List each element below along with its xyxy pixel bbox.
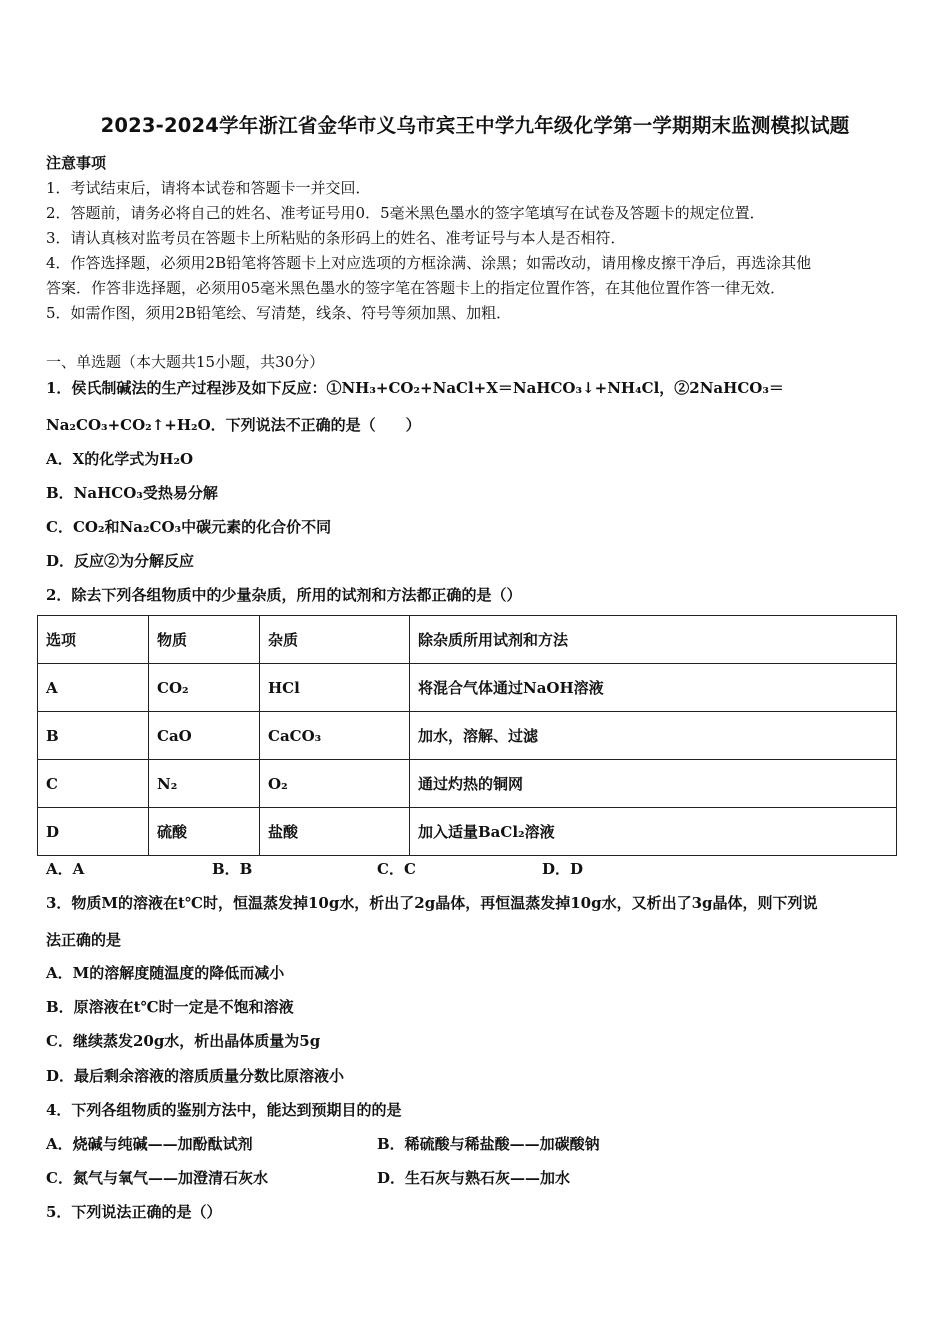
table-header-cell: 杂质	[260, 616, 410, 664]
question-4-option-d: D．生石灰与熟石灰——加水	[377, 1169, 571, 1187]
table-cell: CO₂	[149, 664, 260, 712]
table-cell: HCl	[260, 664, 410, 712]
question-3-stem: 3．物质M的溶液在t℃时，恒温蒸发掉10g水，析出了2g晶体，再恒温蒸发掉10g水，又析出了3g晶体，则下列说	[46, 894, 818, 912]
question-3-option-a: A．M的溶解度随温度的降低而减小	[46, 964, 285, 982]
question-3-option-d: D．最后剩余溶液的溶质质量分数比原溶液小	[46, 1067, 345, 1085]
question-4-option-a: A．烧碱与纯碱——加酚酞试剂	[46, 1135, 253, 1153]
question-4-stem: 4．下列各组物质的鉴别方法中，能达到预期目的的是	[46, 1101, 402, 1119]
exam-title: 2023-2024学年浙江省金华市义乌市宾王中学九年级化学第一学期期末监测模拟试题	[100, 114, 850, 137]
question-1-stem: 1．侯氏制碱法的生产过程涉及如下反应：①NH₃+CO₂+NaCl+X＝NaHCO₃↓+NH₄Cl，②2NaHCO₃＝	[46, 379, 784, 397]
question-5-stem: 5．下列说法正确的是（）	[46, 1203, 222, 1221]
question-1-option-c: C．CO₂和Na₂CO₃中碳元素的化合价不同	[46, 518, 332, 536]
question-1-option-a: A．X的化学式为H₂O	[46, 450, 194, 468]
notice-item: 4．作答选择题，必须用2B铅笔将答题卡上对应选项的方框涂满、涂黑；如需改动，请用橡皮擦干净后，再选涂其他	[46, 254, 812, 272]
question-4-option-b: B．稀硫酸与稀盐酸——加碳酸钠	[377, 1135, 600, 1153]
table-header-cell: 物质	[149, 616, 260, 664]
table-cell: 将混合气体通过NaOH溶液	[410, 664, 897, 712]
notice-item: 3．请认真核对监考员在答题卡上所粘贴的条形码上的姓名、准考证号与本人是否相符．	[46, 229, 626, 247]
section-heading: 一、单选题（本大题共15小题，共30分）	[46, 353, 325, 371]
table-row	[38, 712, 897, 760]
notice-item: 答案．作答非选择题，必须用05毫米黑色墨水的签字笔在答题卡上的指定位置作答，在其他位置作答一律无效．	[46, 279, 786, 297]
table-row	[38, 664, 897, 712]
notice-item: 2．答题前，请务必将自己的姓名、准考证号用0．5毫米黑色墨水的签字笔填写在试卷及答题卡的规定位置．	[46, 204, 765, 222]
table-cell: 加入适量BaCl₂溶液	[410, 808, 897, 856]
notice-item: 5．如需作图，须用2B铅笔绘、写清楚，线条、符号等须加黑、加粗．	[46, 304, 512, 322]
table-cell: D	[38, 808, 149, 856]
table-cell: O₂	[260, 760, 410, 808]
question-2-option-d: D．D	[542, 860, 584, 878]
question-2-table	[37, 615, 897, 856]
table-cell: 硫酸	[149, 808, 260, 856]
table-cell: N₂	[149, 760, 260, 808]
question-1-option-b: B．NaHCO₃受热易分解	[46, 484, 218, 502]
question-2-option-b: B．B	[212, 860, 253, 878]
table-cell: 盐酸	[260, 808, 410, 856]
table-header-row	[38, 616, 897, 664]
question-2-stem: 2．除去下列各组物质中的少量杂质，所用的试剂和方法都正确的是（）	[46, 586, 522, 604]
table-cell: CaCO₃	[260, 712, 410, 760]
table-header-cell: 除杂质所用试剂和方法	[410, 616, 897, 664]
question-2-option-c: C．C	[377, 860, 416, 878]
question-3-stem-cont: 法正确的是	[46, 931, 122, 949]
table-cell: A	[38, 664, 149, 712]
table-cell: 通过灼热的铜网	[410, 760, 897, 808]
question-1-option-d: D．反应②为分解反应	[46, 552, 195, 570]
table-cell: B	[38, 712, 149, 760]
table-row	[38, 760, 897, 808]
notice-item: 1．考试结束后，请将本试卷和答题卡一并交回．	[46, 179, 371, 197]
question-3-option-c: C．继续蒸发20g水，析出晶体质量为5g	[46, 1032, 321, 1050]
question-2-option-a: A．A	[46, 860, 85, 878]
table-header-cell: 选项	[38, 616, 149, 664]
question-3-option-b: B．原溶液在t℃时一定是不饱和溶液	[46, 998, 294, 1016]
table-cell: 加水，溶解、过滤	[410, 712, 897, 760]
question-1-stem-cont: Na₂CO₃+CO₂↑+H₂O．下列说法不正确的是（ ）	[46, 416, 421, 434]
table-cell: CaO	[149, 712, 260, 760]
table-row	[38, 808, 897, 856]
table-cell: C	[38, 760, 149, 808]
question-4-option-c: C．氮气与氧气——加澄清石灰水	[46, 1169, 268, 1187]
notice-heading: 注意事项	[46, 154, 107, 172]
